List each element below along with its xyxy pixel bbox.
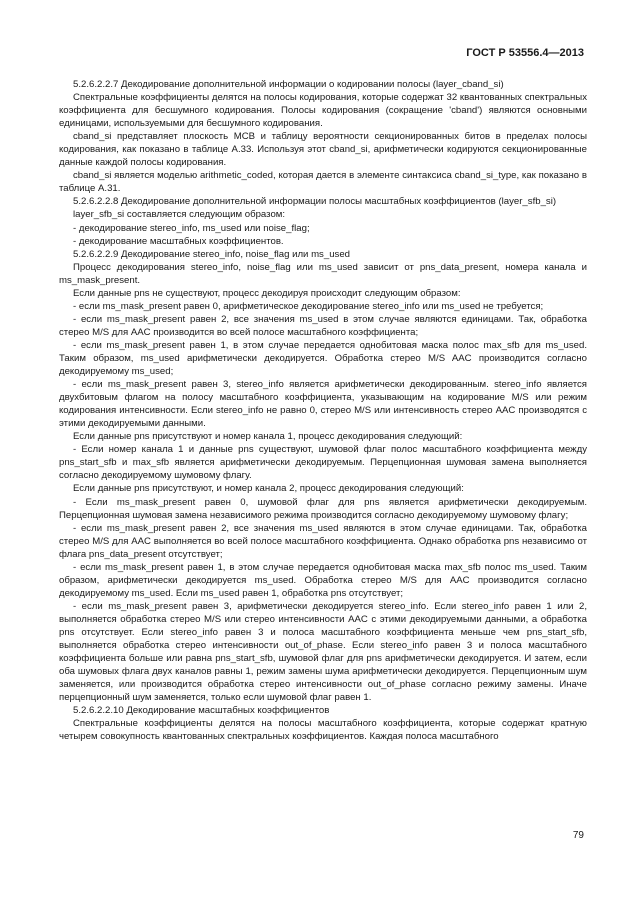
section-heading: 5.2.6.2.2.9 Декодирование stereo_info, noise_flag или ms_used <box>73 248 350 260</box>
paragraph: cband_si представляет плоскость MCB и таблицу вероятности секционированных битов в пределах полосы кодирования, как показано в таблице А.33. Используя этот cband_si, арифметически кодируются секционированные данные каждой полосы кодирования. <box>59 131 587 169</box>
paragraph: layer_sfb_si составляется следующим образом: <box>73 209 286 221</box>
paragraph: Спектральные коэффициенты делятся на полосы масштабного коэффициента, которые содержат кратную четырем совокупность квантованных спектральных коэффициентов. Каждая полоса масштабного <box>59 718 587 743</box>
section-heading: 5.2.6.2.2.10 Декодирование масштабных коэффициентов <box>73 705 330 717</box>
section-heading: 5.2.6.2.2.8 Декодирование дополнительной информации полосы масштабных коэффициентов (layer_sfb_si) <box>73 196 557 208</box>
document-body <box>59 78 587 743</box>
list-item: - Если ms_mask_present равен 0, шумовой флаг для pns является арифметически декодируемым. Перцепционная шумовая замена независимого режима производится согласно декодируемому шумовому флагу; <box>59 496 587 521</box>
list-item: - если ms_mask_present равен 0, арифметическое декодирование stereo_info или ms_used не требуется; <box>73 300 544 312</box>
list-item: - если ms_mask_present равен 2, все значения ms_used являются в этом случае единицами. Так, обработка стерео M/S для AAC выполняется во всей полосе масштабного коэффициента. Однако обработка pns независимо от флага pns_data_present отсутствует; <box>59 522 587 560</box>
list-item: - если ms_mask_present равен 2, все значения ms_used в этом случае являются единицами. Так, обработка стерео M/S для AAC производится во всей полосе масштабного коэффициента; <box>59 313 587 338</box>
paragraph: Если данные pns присутствуют и номер канала 1, процесс декодирования следующий: <box>73 431 463 443</box>
list-item: - если ms_mask_present равен 1, в этом случае передается однобитовая маска полос max_sfb для ms_used. Таким образом, ms_used арифметически декодируется. Обработка стерео M/S AAC производится согласно декодируемому ms_used; <box>59 339 587 378</box>
section-heading: 5.2.6.2.2.7 Декодирование дополнительной информации о кодировании полосы (layer_cband_si) <box>73 79 504 90</box>
paragraph: cband_si является моделью arithmetic_coded, которая дается в элементе синтаксиса cband_si_type, как показано в таблице А.31. <box>59 170 587 195</box>
paragraph: Если данные pns не существуют, процесс декодируя происходит следующим образом: <box>73 287 461 299</box>
list-item: - если ms_mask_present равен 3, stereo_info является арифметически декодированным. stereo_info является двухбитовым флагом на полосу масштабного коэффициента, указывающим на кодирование M/S или режим кодирования интенсивности. Если stereo_info не равно 0, стерео M/S или интенсивность стерео AAC производятся с этими декодируемыми данными. <box>59 379 587 430</box>
paragraph: Процесс декодирования stereo_info, noise_flag или ms_used зависит от pns_data_present, номера канала и ms_mask_present. <box>59 261 587 286</box>
list-item: - Если номер канала 1 и данные pns существуют, шумовой флаг полос масштабного коэффициента между pns_start_sfb и max_sfb является арифметически декодируемым. Перцепционная шумовая замена выполняется согласно декодируемому шумовому флагу. <box>59 444 587 482</box>
paragraph: Если данные pns присутствуют, и номер канала 2, процесс декодирования следующий: <box>73 483 464 495</box>
list-item: - если ms_mask_present равен 1, в этом случае передается однобитовая маска max_sfb полос ms_used. Таким образом, арифметически декодируется ms_used. Обработка стерео M/S для AAC производится согласно декодируемому ms_used. Если ms_used равен 1, обработка pns отсутствует; <box>59 561 587 599</box>
page-number: 79 <box>572 830 584 841</box>
list-item: - декодирование stereo_info, ms_used или noise_flag; <box>73 222 310 234</box>
list-item: - если ms_mask_present равен 3, арифметически декодируется stereo_info. Если stereo_info равен 1 или 2, выполняется обработка стерео M/S или стерео интенсивности AAC с этими декодируемыми данными, а обработка pns отсутствует. Если stereo_info равен 3 и полоса масштабного коэффициента меньше чем pns_start_sfb, выполняется обработка стерео интенсивности out_of_phase. Если stereo_info равен 3 и полоса масштабного коэффициента больше или равна pns_start_sfb, шумовой флаг для pns арифметически декодируется. И затем, если оба шумовых флага двух каналов равны 1, режим замены шума арифметически декодируется. Перцепционным шум заменяется, или производится обработка стерео интенсивности out_of_phase согласно режиму замены. Иначе перцепционный шум заменяется, только если шумовой флаг равен 1. <box>59 600 587 704</box>
document-header: ГОСТ Р 53556.4—2013 <box>466 47 584 59</box>
list-item: - декодирование масштабных коэффициентов. <box>73 235 284 247</box>
paragraph: Спектральные коэффициенты делятся на полосы кодирования, которые содержат 32 квантованных спектральных коэффициента для бесшумного кодирования. Полосы кодирования (сокращение 'cband') являются основными единицами, используемыми для бесшумного кодирования. <box>59 92 587 130</box>
